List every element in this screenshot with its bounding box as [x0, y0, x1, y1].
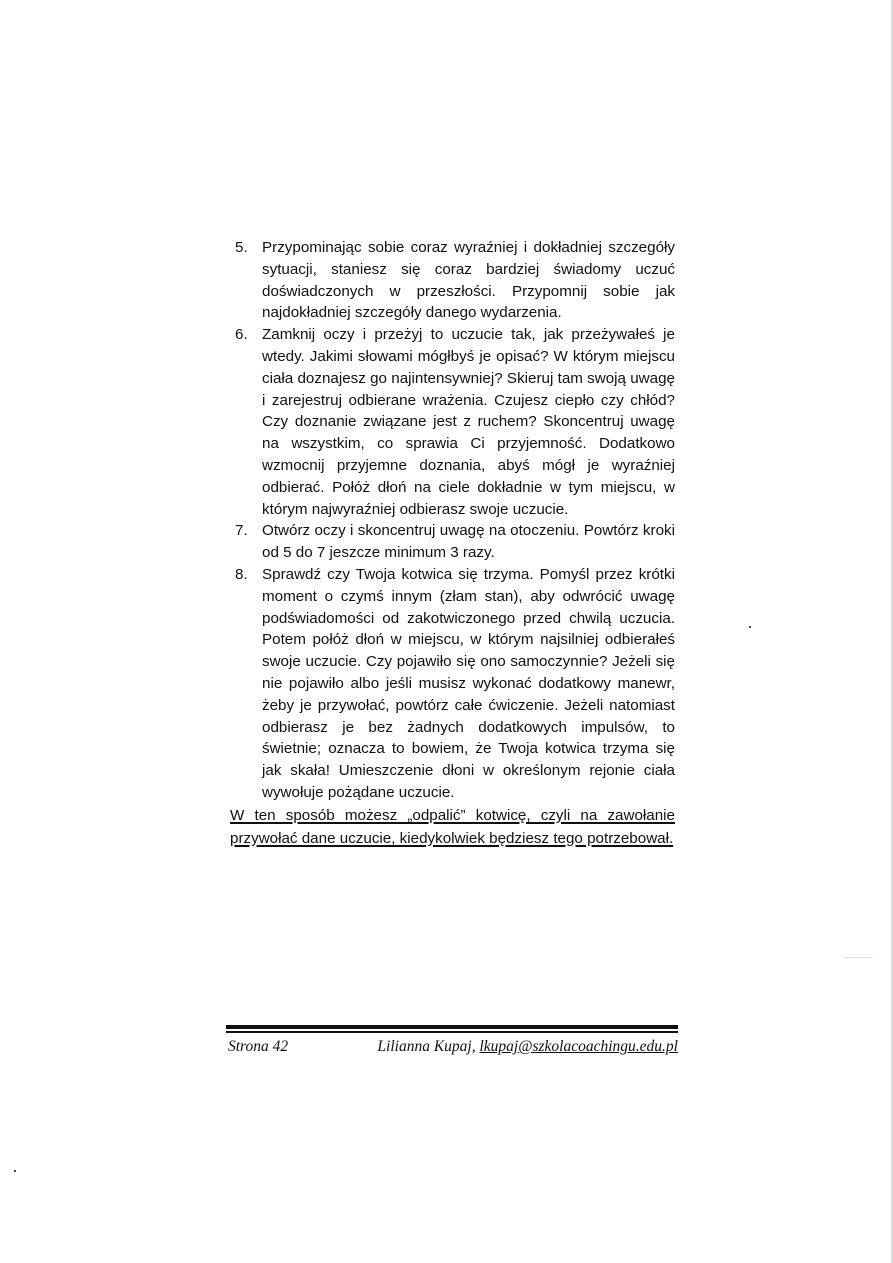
page-number: Strona 42 [228, 1038, 289, 1055]
list-item-step-8 [230, 564, 675, 804]
list-item-step-5 [230, 237, 675, 324]
step-number: 8. [235, 565, 248, 583]
scan-speck [14, 1170, 16, 1172]
document-body [230, 237, 675, 850]
scan-artifact-line [843, 957, 873, 958]
author-email-link[interactable]: lkupaj@szkolacoachingu.edu.pl [479, 1038, 678, 1055]
step-text: Sprawdź czy Twoja kotwica się trzyma. Pomyśl przez krótki moment o czymś innym (złam stan), aby odwrócić uwagę podświadomości od zakotwiczonego przed chwilą uczucia. Potem połóż dłoń w miejscu, w którym najsilniej odbierałeś swoje uczucie. Czy pojawiło się ono samoczynnie? Jeżeli się nie pojawiło albo jeśli musisz wykonać dodatkowy manewr, żeby je przywołać, powtórz całe ćwiczenie. Jeżeli natomiast odbierasz je bez żadnych dodatkowych impulsów, to świetnie; oznacza to bowiem, że Twoja kotwica trzyma się jak skała! Umieszczenie dłoni w określonym rejonie ciała wywołuje pożądane uczucie. [262, 565, 675, 801]
author-name: Lilianna Kupaj, [377, 1038, 476, 1055]
step-number: 6. [235, 326, 248, 344]
footer-author [377, 1037, 678, 1057]
step-number: 5. [235, 239, 248, 256]
instruction-steps-list [230, 237, 675, 804]
list-item-step-6 [230, 324, 675, 520]
step-text: Otwórz oczy i skoncentruj uwagę na otoczeniu. Powtórz kroki od 5 do 7 jeszcze minimum 3 razy. [262, 522, 675, 562]
footer-divider-thick-line [226, 1025, 678, 1029]
closing-paragraph: W ten sposób możesz „odpalić” kotwicę, czyli na zawołanie przywołać dane uczucie, kiedykolwiek będziesz tego potrzebował. [230, 806, 675, 847]
step-text: Przypominając sobie coraz wyraźniej i dokładniej szczegóły sytuacji, staniesz się coraz bardziej świadomy uczuć doświadczonych w przeszłości. Przypomnij sobie jak najdokładniej szczegóły danego wydarzenia. [262, 239, 675, 322]
step-number: 7. [235, 522, 248, 540]
footer-divider-thin-line [226, 1031, 678, 1033]
list-item-step-7 [230, 520, 675, 564]
footer-divider [226, 1025, 678, 1033]
step-text: Zamknij oczy i przeżyj to uczucie tak, jak przeżywałeś je wtedy. Jakimi słowami mógłbyś je opisać? W którym miejscu ciała doznajesz go najintensywniej? Skieruj tam swoją uwagę i zarejestruj odbierane wrażenia. Czujesz ciepło czy chłód? Czy doznanie związane jest z ruchem? Skoncentruj uwagę na wszystkim, co sprawia Ci przyjemność. Dodatkowo wzmocnij przyjemne doznania, abyś mógł je wyraźniej odbierać. Połóż dłoń na ciele dokładnie w tym miejscu, w którym najwyraźniej odbierasz swoje uczucie. [262, 326, 675, 518]
scan-speck [749, 626, 751, 628]
